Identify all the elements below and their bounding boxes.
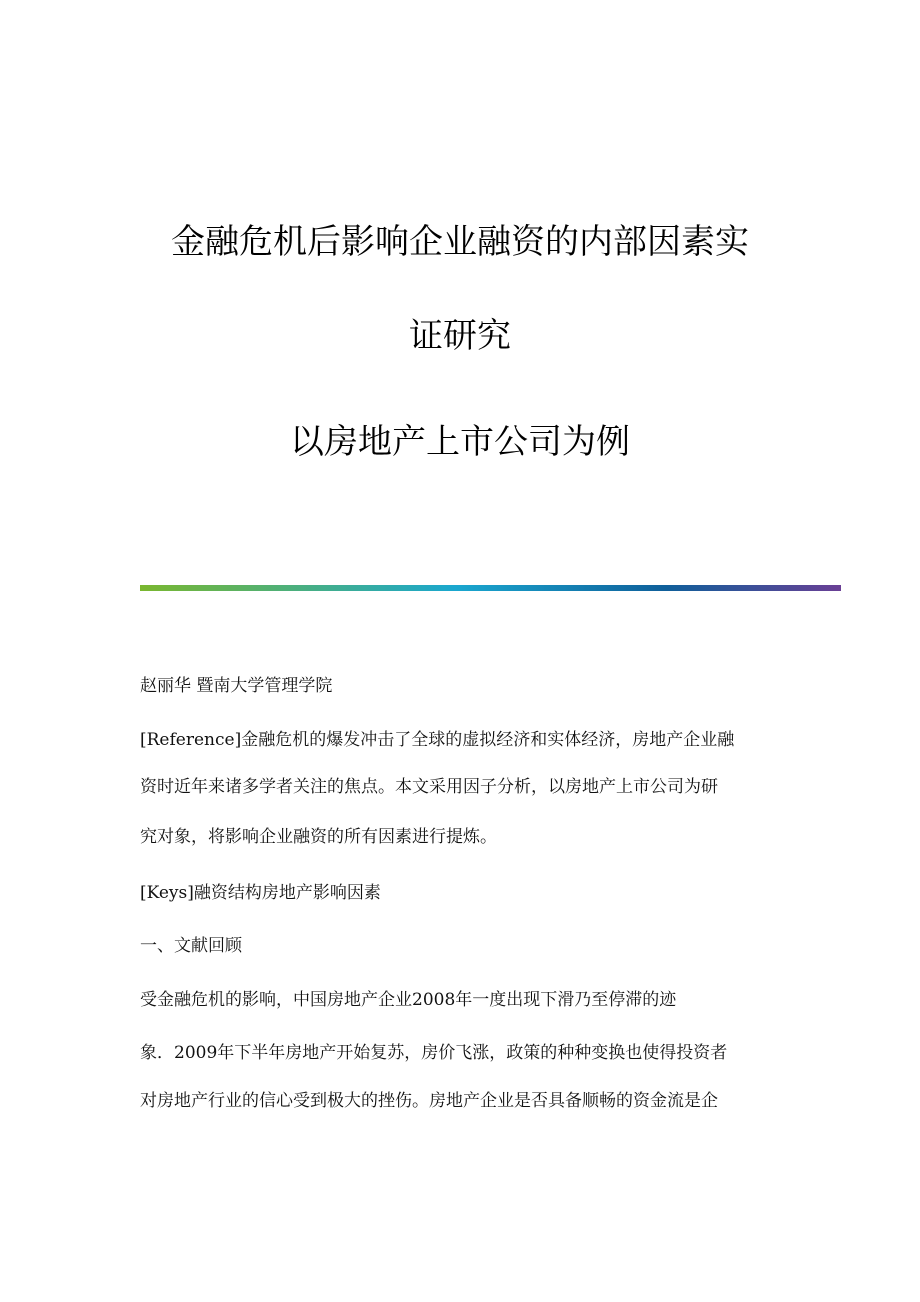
section-heading: 一、文献回顾 <box>140 936 242 956</box>
abstract-line: 资时近年来诸多学者关注的焦点。本文采用因子分析，以房地产上市公司为研 <box>140 777 718 797</box>
abstract-line: 究对象，将影响企业融资的所有因素进行提炼。 <box>140 827 497 847</box>
abstract-line: [Reference]金融危机的爆发冲击了全球的虚拟经济和实体经济，房地产企业融 <box>140 730 735 750</box>
gradient-divider <box>140 585 841 591</box>
subtitle: 以房地产上市公司为例 <box>290 422 630 462</box>
keywords: [Keys]融资结构房地产影响因素 <box>140 883 381 903</box>
author-affiliation: 赵丽华 暨南大学管理学院 <box>140 676 333 696</box>
paragraph-line: 象．2009年下半年房地产开始复苏，房价飞涨，政策的种种变换也使得投资者 <box>140 1043 728 1063</box>
paragraph-line: 对房地产行业的信心受到极大的挫伤。房地产企业是否具备顺畅的资金流是企 <box>140 1091 718 1111</box>
title-line-1: 金融危机后影响企业融资的内部因素实 <box>171 222 749 262</box>
paragraph-line: 受金融危机的影响，中国房地产企业2008年一度出现下滑乃至停滞的迹 <box>140 990 677 1010</box>
title-line-2: 证研究 <box>409 316 511 356</box>
